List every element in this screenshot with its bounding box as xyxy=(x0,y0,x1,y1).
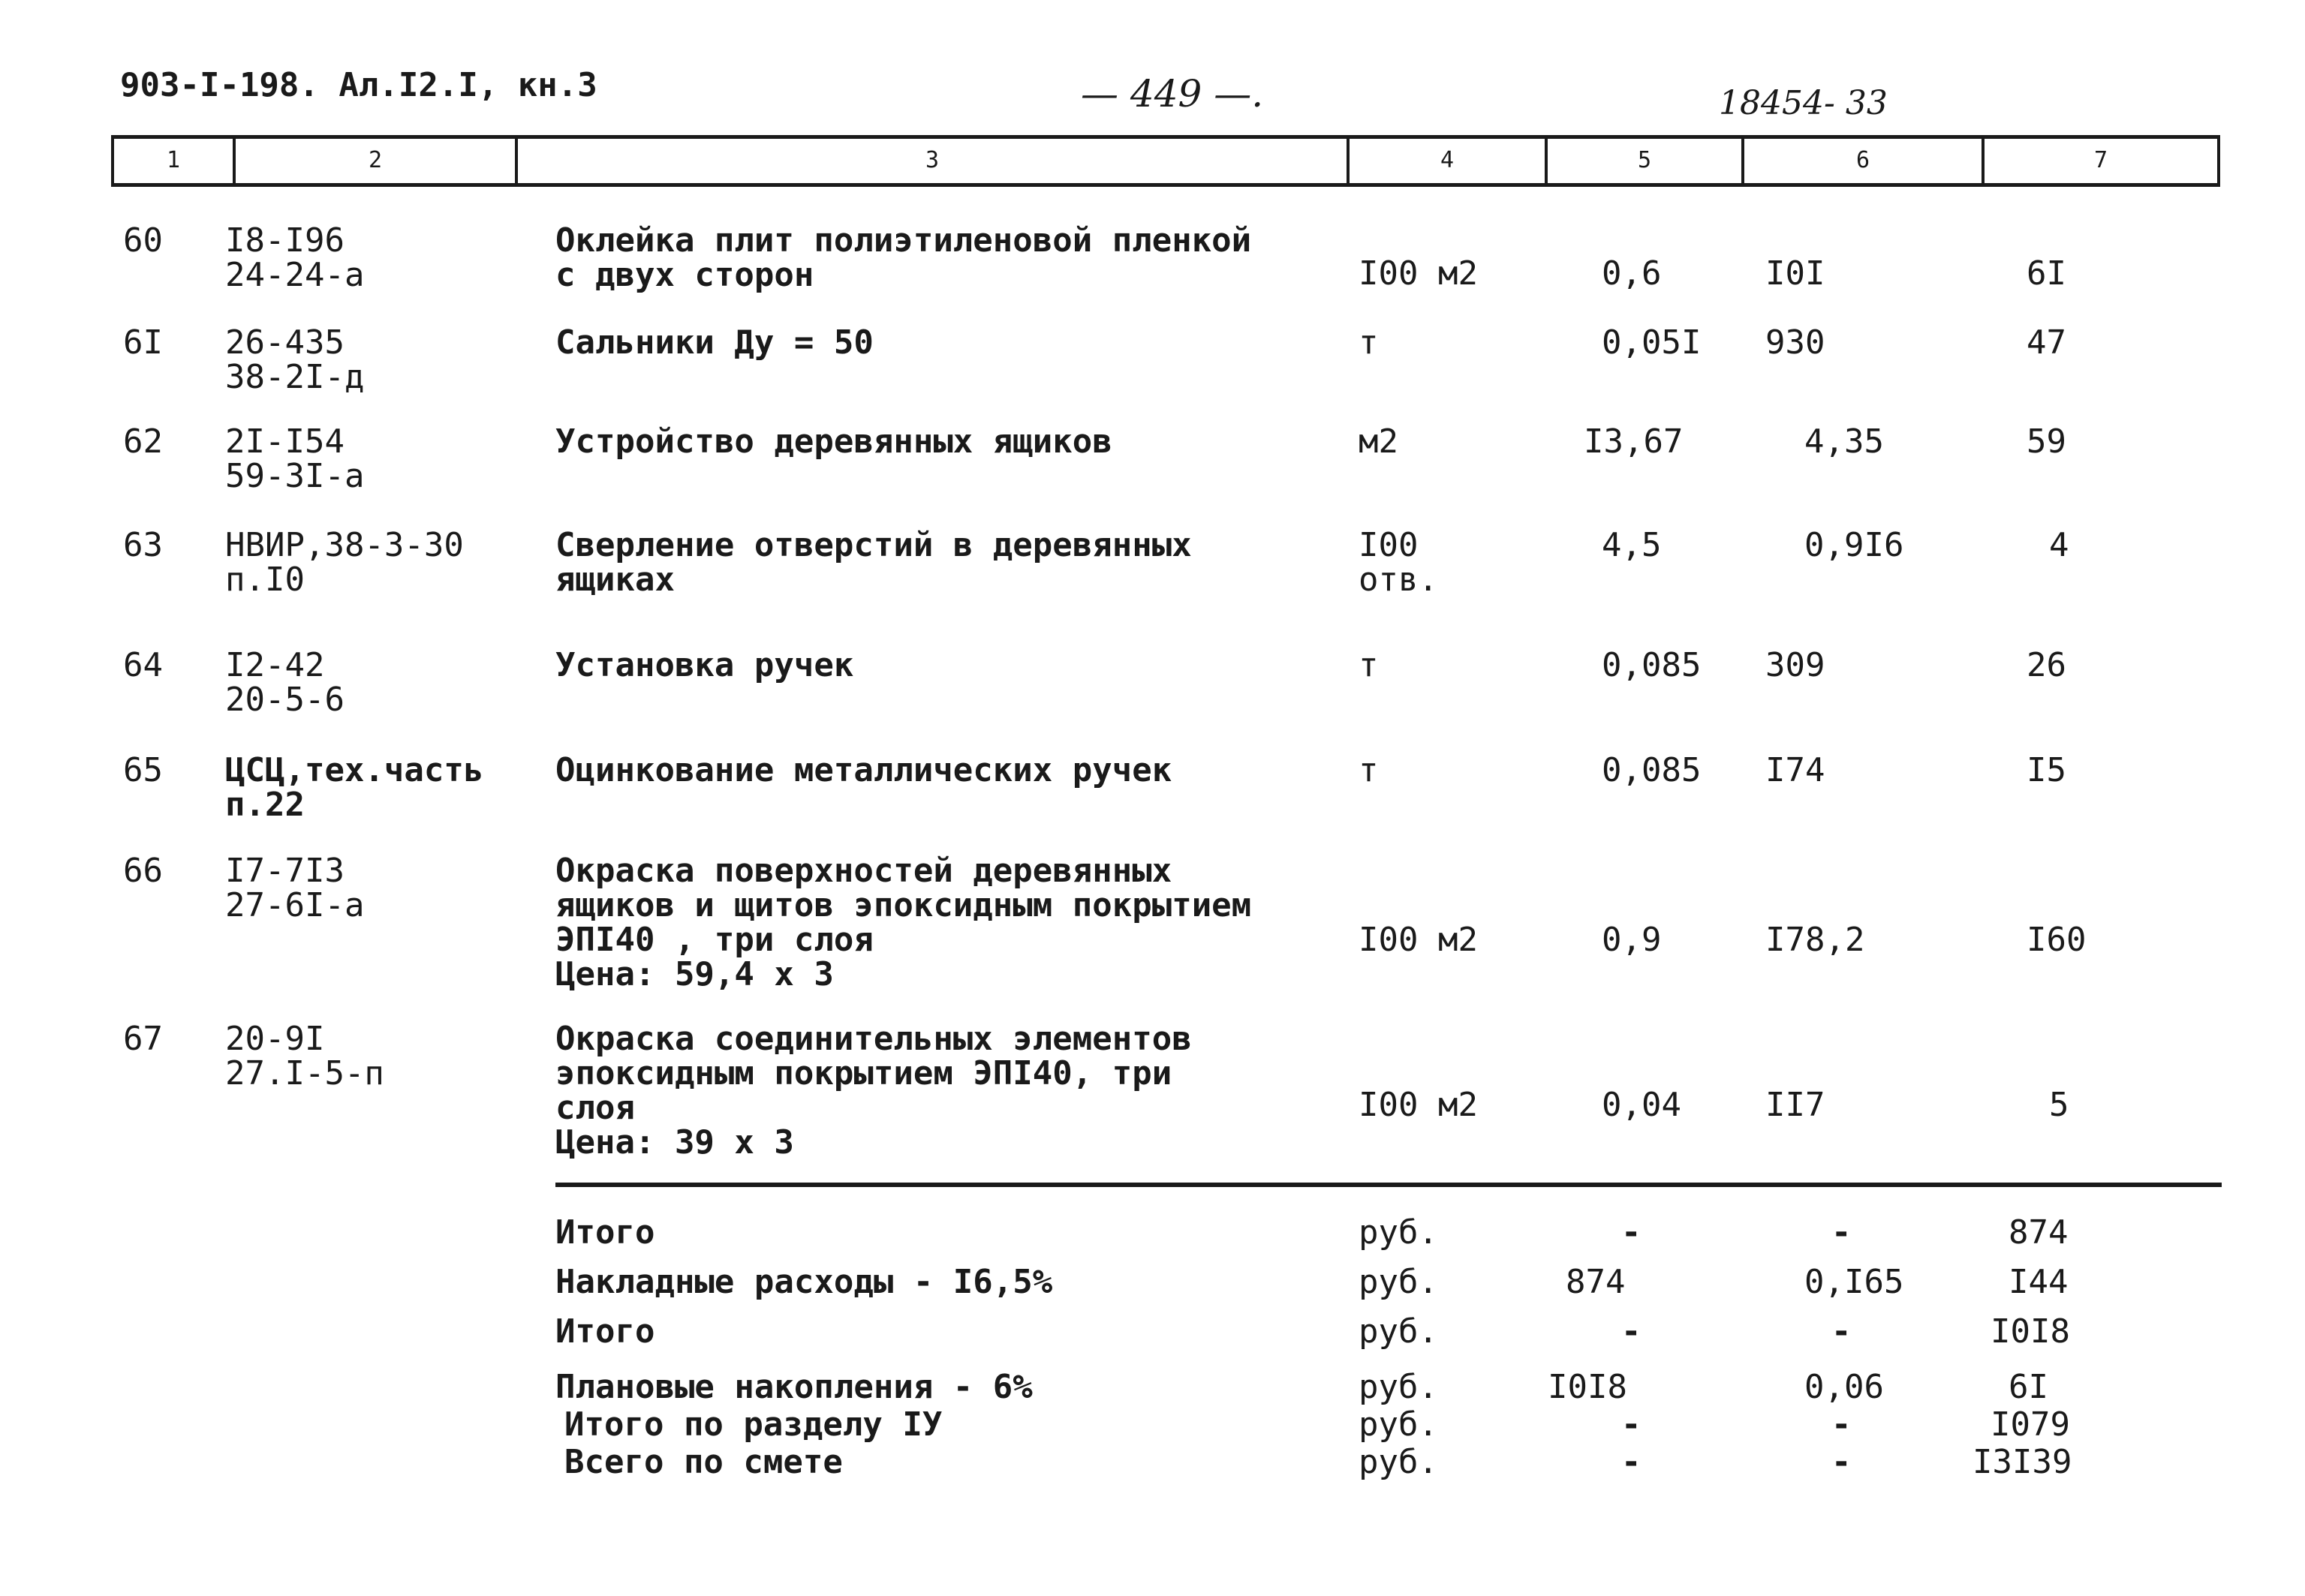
row-number: 62 xyxy=(123,422,163,461)
total-cost: 5 xyxy=(2049,1086,2069,1124)
quantity: 0,085 xyxy=(1602,751,1702,789)
summary-label: Итого xyxy=(555,1312,655,1351)
total-cost: I5 xyxy=(2027,751,2066,789)
summary-base: - xyxy=(1621,1405,1641,1444)
column-header: 1 xyxy=(166,147,181,173)
table-header-top-border xyxy=(111,135,2220,139)
document-code: 903-I-198. Ал.I2.I, кн.3 xyxy=(120,66,597,104)
unit: I00 отв. xyxy=(1359,526,1438,599)
summary-label: Итого по разделу IУ xyxy=(564,1405,943,1444)
row-number: 67 xyxy=(123,1020,163,1058)
row-number: 64 xyxy=(123,646,163,684)
summary-label: Накладные расходы - I6,5% xyxy=(555,1263,1053,1301)
total-cost: 47 xyxy=(2027,323,2066,362)
unit: I00 м2 xyxy=(1359,921,1478,959)
work-description: Устройство деревянных ящиков xyxy=(555,422,1112,461)
archive-number: 18454- 33 xyxy=(1719,84,1888,122)
summary-unit: руб. xyxy=(1359,1368,1438,1406)
norm-code: ЦСЦ,тех.часть п.22 xyxy=(225,751,484,824)
unit-price: 0,9I6 xyxy=(1804,526,1904,564)
summary-total: I0I8 xyxy=(1991,1312,2070,1351)
row-number: 65 xyxy=(123,751,163,789)
norm-code: 20-9I 27.I-5-п xyxy=(225,1020,384,1093)
norm-code: 26-435 38-2I-д xyxy=(225,323,365,396)
unit-price: I74 xyxy=(1765,751,1825,789)
total-cost: 59 xyxy=(2027,422,2066,461)
total-cost: 4 xyxy=(2049,526,2069,564)
quantity: 4,5 xyxy=(1602,526,1662,564)
norm-code: 2I-I54 59-3I-а xyxy=(225,422,365,495)
summary-label: Всего по смете xyxy=(564,1443,843,1481)
unit: I00 м2 xyxy=(1359,254,1478,293)
unit-price: 309 xyxy=(1765,646,1825,684)
summary-rate: - xyxy=(1831,1312,1852,1351)
unit-price: I78,2 xyxy=(1765,921,1865,959)
summary-unit: руб. xyxy=(1359,1213,1438,1252)
column-header: 3 xyxy=(925,147,940,173)
summary-total: I079 xyxy=(1991,1405,2070,1444)
summary-total: I44 xyxy=(2009,1263,2069,1301)
row-number: 60 xyxy=(123,221,163,260)
norm-code: I8-I96 24-24-а xyxy=(225,221,365,294)
total-cost: I60 xyxy=(2027,921,2087,959)
unit: т xyxy=(1359,751,1379,789)
norm-code: НВИР,38-3-30 п.I0 xyxy=(225,526,464,599)
summary-rate: - xyxy=(1831,1405,1852,1444)
summary-base: 874 xyxy=(1566,1263,1626,1301)
unit-price: I0I xyxy=(1765,254,1825,293)
summary-unit: руб. xyxy=(1359,1263,1438,1301)
work-description: Сверление отверстий в деревянных ящиках xyxy=(555,526,1192,599)
summary-label: Плановые накопления - 6% xyxy=(555,1368,1033,1406)
summary-total: 6I xyxy=(2009,1368,2048,1406)
row-number: 6I xyxy=(123,323,163,362)
total-cost: 6I xyxy=(2027,254,2066,293)
column-header: 6 xyxy=(1855,147,1870,173)
quantity: 0,9 xyxy=(1602,921,1662,959)
summary-rate: - xyxy=(1831,1213,1852,1252)
column-header: 4 xyxy=(1440,147,1455,173)
summary-base: - xyxy=(1621,1213,1641,1252)
column-header: 5 xyxy=(1637,147,1652,173)
page-number: — 449 —. xyxy=(1081,72,1264,116)
summary-total: 874 xyxy=(2009,1213,2069,1252)
summary-base: - xyxy=(1621,1443,1641,1481)
summary-unit: руб. xyxy=(1359,1312,1438,1351)
norm-code: I7-7I3 27-6I-а xyxy=(225,852,365,924)
summary-rate: 0,I65 xyxy=(1804,1263,1904,1301)
column-header: 2 xyxy=(368,147,383,173)
quantity: 0,04 xyxy=(1602,1086,1681,1124)
summary-rate: 0,06 xyxy=(1804,1368,1884,1406)
unit-price: II7 xyxy=(1765,1086,1825,1124)
work-description: Оцинкование металлических ручек xyxy=(555,751,1172,789)
norm-code: I2-42 20-5-6 xyxy=(225,646,345,719)
work-description: Сальники Ду = 50 xyxy=(555,323,874,362)
quantity: 0,05I xyxy=(1602,323,1702,362)
summary-divider xyxy=(555,1183,2222,1187)
unit: т xyxy=(1359,646,1379,684)
unit-price: 4,35 xyxy=(1804,422,1884,461)
summary-unit: руб. xyxy=(1359,1443,1438,1481)
unit: м2 xyxy=(1359,422,1398,461)
unit-price: 930 xyxy=(1765,323,1825,362)
summary-rate: - xyxy=(1831,1443,1852,1481)
total-cost: 26 xyxy=(2027,646,2066,684)
summary-unit: руб. xyxy=(1359,1405,1438,1444)
unit: т xyxy=(1359,323,1379,362)
quantity: 0,6 xyxy=(1602,254,1662,293)
work-description: Окраска соединительных элементов эпоксидным покрытием ЭПI40, три слоя Цена: 39 х 3 xyxy=(555,1020,1192,1162)
summary-base: I0I8 xyxy=(1548,1368,1627,1406)
summary-total: I3I39 xyxy=(1972,1443,2072,1481)
summary-label: Итого xyxy=(555,1213,655,1252)
work-description: Установка ручек xyxy=(555,646,854,684)
table-header-bottom-border xyxy=(111,183,2220,187)
work-description: Оклейка плит полиэтиленовой пленкой с двух сторон xyxy=(555,221,1252,294)
summary-base: - xyxy=(1621,1312,1641,1351)
quantity: 0,085 xyxy=(1602,646,1702,684)
row-number: 66 xyxy=(123,852,163,890)
work-description: Окраска поверхностей деревянных ящиков и щитов эпоксидным покрытием ЭПI40 , три слоя Цена: 59,4 х 3 xyxy=(555,852,1252,993)
quantity: I3,67 xyxy=(1584,422,1684,461)
column-header: 7 xyxy=(2093,147,2108,173)
unit: I00 м2 xyxy=(1359,1086,1478,1124)
row-number: 63 xyxy=(123,526,163,564)
